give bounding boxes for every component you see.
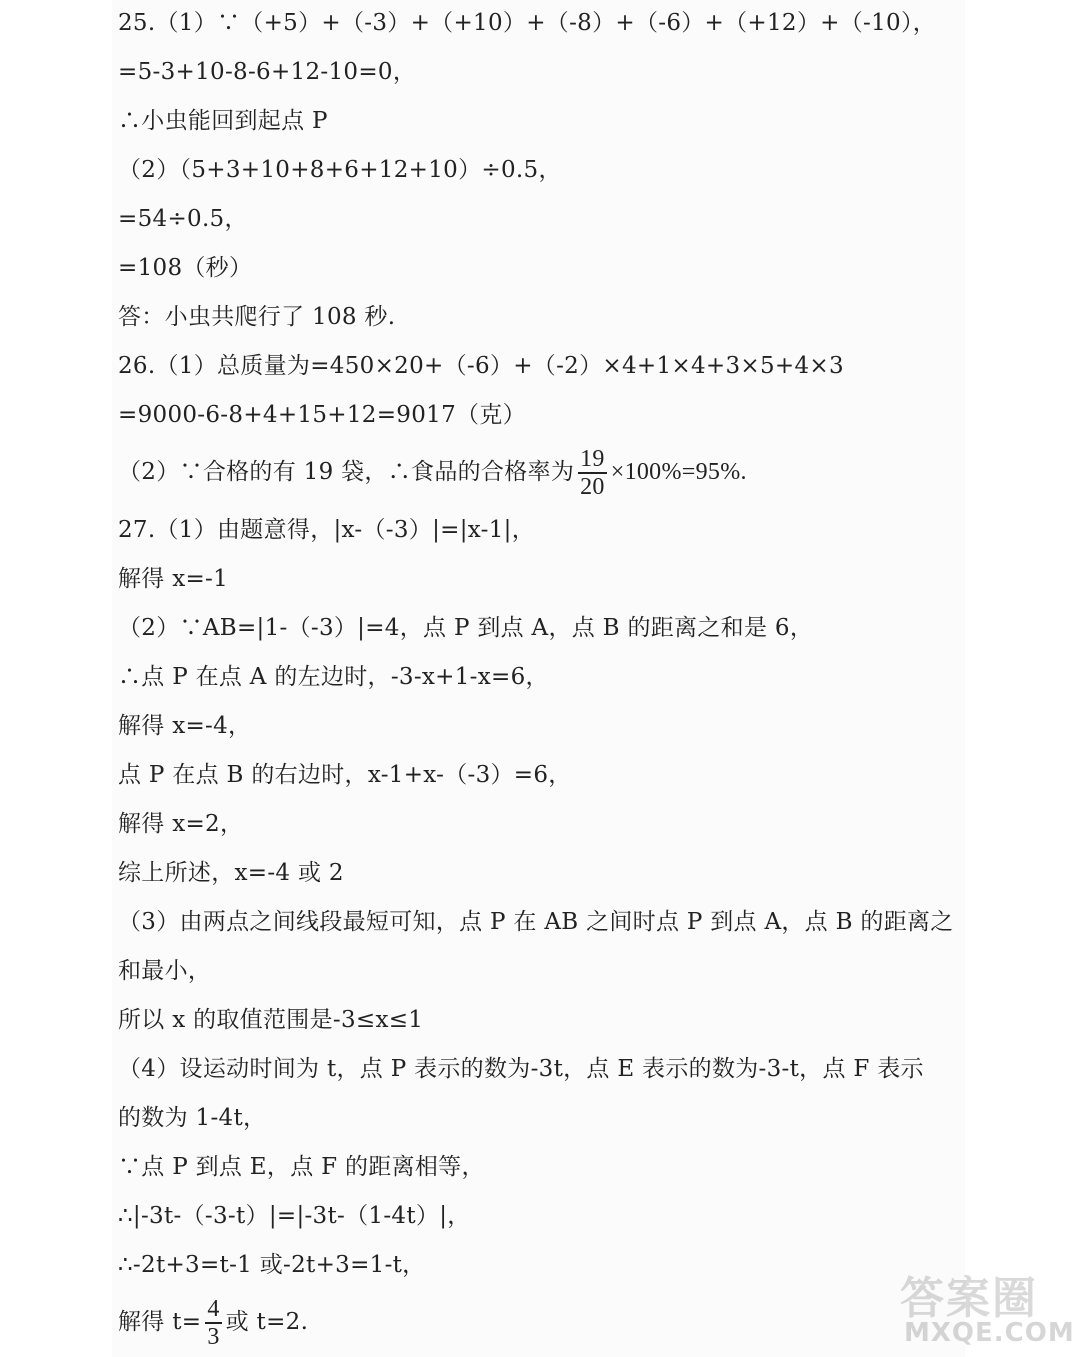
q27-part3-cont-line: 和最小， [118,958,212,984]
q27-range-line: 所以 x 的取值范围是-3≤x≤1 [118,1007,424,1033]
fraction-denominator: 3 [207,1324,220,1350]
q27-part4-cont-line: 的数为 1-4t， [118,1105,267,1131]
q27-part3-line: （3）由两点之间线段最短可知，点 P 在 AB 之间时点 P 到点 A，点 B 的距离之 [118,909,954,935]
q27-final-text: 解得 t= [118,1309,202,1335]
q27-final-rest: 或 t=2. [225,1309,309,1335]
fraction-numerator: 4 [207,1296,220,1322]
q25-conclusion-line: ∴小虫能回到起点 P [118,108,328,134]
q25-step-line: =54÷0.5， [118,206,248,232]
q26-part1-line: 26.（1）总质量为=450×20+（-6）+（-2）×4+1×4+3×5+4×3 [118,353,844,379]
watermark-site: MXQE.COM [904,1318,1075,1348]
q27-solve2-line: 解得 x=-4， [118,713,252,739]
q27-equal-dist-line: ∵点 P 到点 E，点 F 的距离相等， [118,1154,485,1180]
q26-part2-text: （2）∵合格的有 19 袋，∴食品的合格率为 [118,459,575,485]
q27-abs-eq-line: ∴|-3t-（-3-t）|=|-3t-（1-4t）|， [118,1203,471,1229]
q27-fraction [205,1296,221,1350]
q27-part2-line: （2）∵AB=|1-（-3）|=4，点 P 到点 A，点 B 的距离之和是 6， [118,615,814,641]
q27-part4-line: （4）设运动时间为 t，点 P 表示的数为-3t，点 E 表示的数为-3-t，点 F 表示 [118,1056,924,1082]
q25-result-line: =108（秒） [118,255,253,281]
q27-final-line [118,1292,308,1352]
q25-answer-line: 答：小虫共爬行了 108 秒. [118,304,396,330]
q27-solve3-line: 解得 x=2， [118,811,244,837]
q27-right-case-line: 点 P 在点 B 的右边时，x-1+x-（-3）=6， [118,762,572,788]
q25-part1-line: 25.（1）∵（+5）+（-3）+（+10）+（-8）+（-6）+（+12）+（-10）， [118,10,937,36]
q27-left-case-line: ∴点 P 在点 A 的左边时，-3-x+1-x=6， [118,664,549,690]
q25-part2-line: （2）（5+3+10+8+6+12+10）÷0.5， [118,157,562,183]
fraction-numerator: 19 [580,446,605,472]
q25-calc-line: =5-3+10-8-6+12-10=0， [118,59,417,85]
q27-part1-line: 27.（1）由题意得，|x-（-3）|=|x-1|， [118,517,535,543]
q26-part2-line [118,442,747,502]
fraction-denominator: 20 [580,474,605,500]
q27-cases-line: ∴-2t+3=t-1 或-2t+3=1-t， [118,1252,426,1278]
q27-summary-line: 综上所述，x=-4 或 2 [118,860,344,886]
q26-calc-line: =9000-6-8+4+15+12=9017（克） [118,402,526,428]
q26-fraction [578,446,607,500]
q27-solve1-line: 解得 x=-1 [118,566,229,592]
q26-rate-text: ×100%=95%. [610,459,747,485]
watermark-logo: 答案圈 [900,1273,1038,1324]
